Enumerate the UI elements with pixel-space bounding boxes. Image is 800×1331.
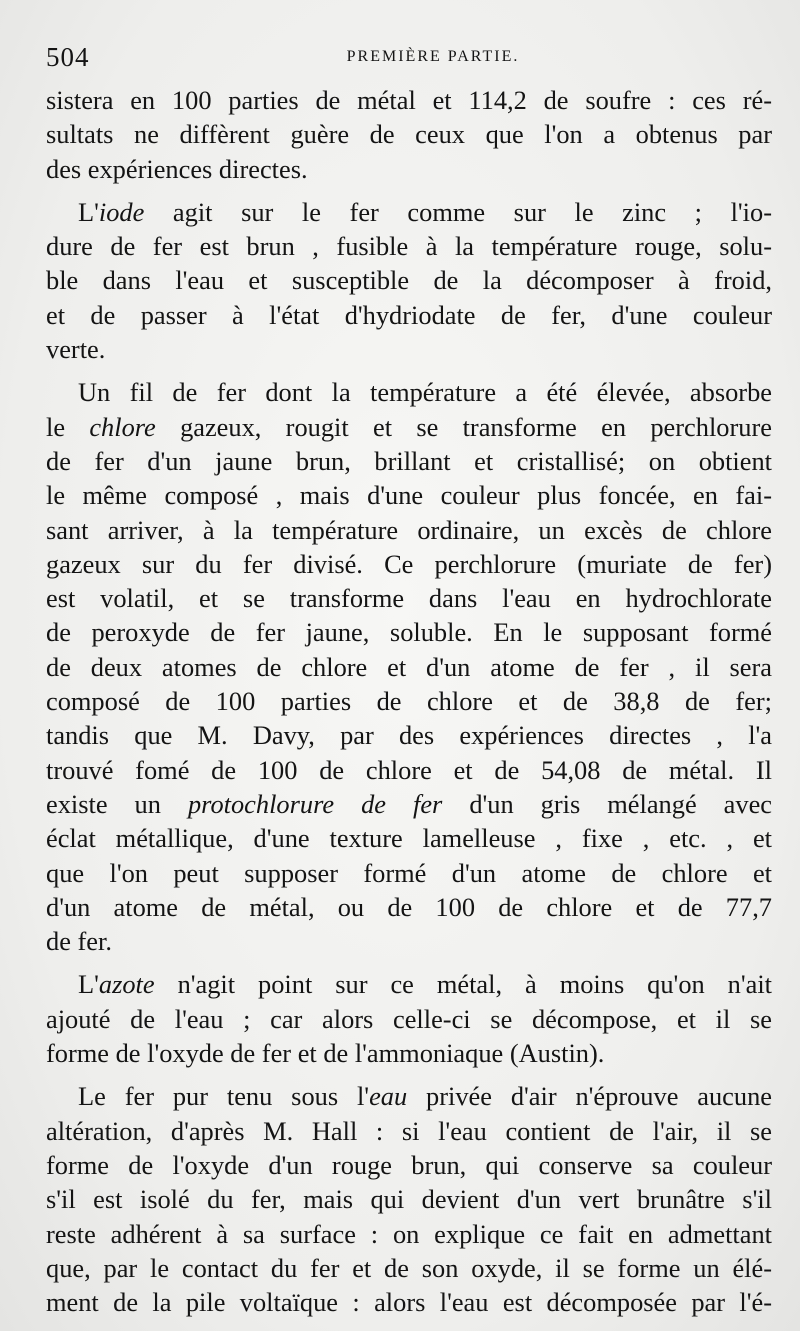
text-line: Un fil de fer dont la température a été élevée, absorbe	[78, 377, 772, 408]
text-line: et de passer à l'état d'hydriodate de fer, d'une couleur	[46, 299, 772, 330]
text-line: existe un protochlorure de fer d'un gris mélangé avec	[46, 788, 772, 819]
text-line: ajouté de l'eau ; car alors celle-ci se décompose, et il se	[46, 1003, 772, 1034]
text-line: ment de la pile voltaïque : alors l'eau est décomposée par l'é-	[46, 1287, 772, 1318]
page-number: 504	[46, 42, 90, 72]
text-line: composé de 100 parties de chlore et de 38,8 de fer;	[46, 686, 772, 717]
text-line: est volatil, et se transforme dans l'eau en hydrochlorate	[46, 583, 772, 614]
text-line: de peroxyde de fer jaune, soluble. En le supposant formé	[46, 617, 772, 648]
text-line: de fer d'un jaune brun, brillant et cristallisé; on obtient	[46, 445, 772, 476]
text-line: L'azote n'agit point sur ce métal, à moins qu'on n'ait	[78, 969, 772, 1000]
text-line: trouvé fomé de 100 de chlore et de 54,08 de métal. Il	[46, 754, 772, 785]
text-line: le même composé , mais d'une couleur plus foncée, en fai-	[46, 480, 772, 511]
text-line: tandis que M. Davy, par des expériences directes , l'a	[46, 720, 772, 751]
running-head: PREMIÈRE PARTIE.	[346, 48, 520, 65]
text-line: de fer.	[46, 926, 112, 957]
page-header	[46, 42, 760, 78]
text-line: dure de fer est brun , fusible à la température rouge, solu-	[46, 231, 772, 262]
text-line: reste adhérent à sa surface : on explique ce fait en admettant	[46, 1218, 772, 1249]
text-line: L'iode agit sur le fer comme sur le zinc ; l'io-	[78, 196, 772, 227]
text-line: forme de l'oxyde de fer et de l'ammoniaque (Austin).	[46, 1038, 605, 1069]
text-line: Le fer pur tenu sous l'eau privée d'air n'éprouve aucune	[78, 1081, 772, 1112]
body-text	[46, 83, 772, 1319]
text-line: gazeux sur du fer divisé. Ce perchlorure (muriate de fer)	[46, 548, 772, 579]
text-line: de deux atomes de chlore et d'un atome de fer , il sera	[46, 651, 772, 682]
text-line: des expériences directes.	[46, 153, 308, 184]
text-line: s'il est isolé du fer, mais qui devient d'un vert brunâtre s'il	[46, 1184, 772, 1215]
text-line: que, par le contact du fer et de son oxyde, il se forme un élé-	[46, 1252, 772, 1283]
text-line: altération, d'après M. Hall : si l'eau contient de l'air, il se	[46, 1115, 772, 1146]
text-line: sistera en 100 parties de métal et 114,2 de soufre : ces ré-	[46, 85, 772, 115]
text-line: que l'on peut supposer formé d'un atome de chlore et	[46, 857, 772, 888]
text-line: sultats ne diffèrent guère de ceux que l'on a obtenus par	[46, 119, 772, 150]
text-line: verte.	[46, 334, 106, 365]
text-line: ble dans l'eau et susceptible de la décomposer à froid,	[46, 265, 772, 296]
text-line: sant arriver, à la température ordinaire, un excès de chlore	[46, 514, 772, 545]
text-line: éclat métallique, d'une texture lamelleuse , fixe , etc. , et	[46, 823, 772, 854]
text-line: le chlore gazeux, rougit et se transforme en perchlorure	[46, 411, 772, 442]
text-line: forme de l'oxyde d'un rouge brun, qui conserve sa couleur	[46, 1149, 772, 1180]
text-line: d'un atome de métal, ou de 100 de chlore et de 77,7	[46, 891, 772, 922]
